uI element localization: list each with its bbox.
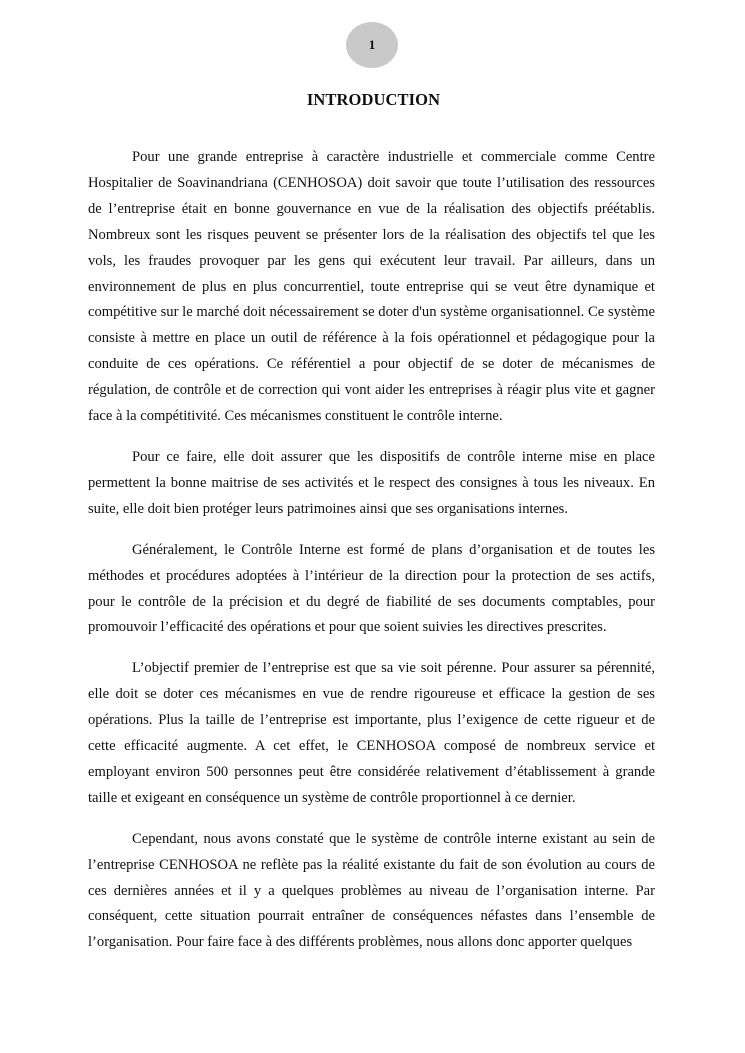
paragraph-3: Généralement, le Contrôle Interne est formé de plans d’organisation et de toutes les méthodes et procédures adoptées à l’intérieur de la direction pour la protection de ses actifs, pour le contrôle de la précision et du degré de fiabilité de ses documents comptables, pour promouvoir l’efficacité des opérations et pour que soient suivies les directives prescrites. bbox=[88, 541, 655, 636]
page-number-badge bbox=[346, 22, 398, 68]
page-number: 1 bbox=[368, 37, 376, 52]
paragraph-4: L’objectif premier de l’entreprise est que sa vie soit pérenne. Pour assurer sa pérennité, elle doit se doter ces mécanismes en vue de rendre rigoureuse et efficace la gestion de ses opérations. Plus la taille de l’entreprise est importante, plus l’exigence de cette rigueur et de cette efficacité augmente. A cet effet, le CENHOSOA composé de nombreux service et employant environ 500 personnes peut être considérée relativement d’établissement à grande taille et exigeant en conséquence un système de contrôle proportionnel à ce dernier. bbox=[88, 660, 655, 806]
paragraph-2: Pour ce faire, elle doit assurer que les dispositifs de contrôle interne mise en place permettent la bonne maitrise de ses activités et le respect des consignes à tous les niveaux. En suite, elle doit bien protéger leurs patrimoines ainsi que ses organisations internes. bbox=[88, 448, 655, 517]
paragraph-1: Pour une grande entreprise à caractère industrielle et commerciale comme Centre Hospitalier de Soavinandriana (CENHOSOA) doit savoir que toute l’utilisation des ressources de l’entreprise était en bonne gouvernance en vue de la réalisation des objectifs préétablis. Nombreux sont les risques peuvent se présenter lors de la réalisation des objectifs tel que les vols, les fraudes provoquer par les gens qui exécutent leur travail. Par ailleurs, dans un environnement de plus en plus concurrentiel, toute entreprise qui se veut être dynamique et compétitive sur le marché doit nécessairement se doter d'un système organisationnel. Ce système consiste à mettre en place un outil de référence à la fois opérationnel et pédagogique pour la conduite de ces opérations. Ce référentiel a pour objectif de se doter de mécanismes de régulation, de contrôle et de correction qui vont aider les entreprises à réagir plus vite et gagner face à la compétitivité. Ces mécanismes constituent le contrôle interne. bbox=[88, 149, 655, 425]
body-text bbox=[88, 145, 655, 971]
paragraph-5: Cependant, nous avons constaté que le système de contrôle interne existant au sein de l’entreprise CENHOSOA ne reflète pas la réalité existante du fait de son évolution au cours de ces dernières années et il y a quelques problèmes au niveau de l’organisation interne. Par conséquent, cette situation pourrait entraîner de conséquences néfastes dans l’ensemble de l’organisation. Pour faire face à des différents problèmes, nous allons donc apporter quelques bbox=[88, 830, 655, 951]
page-title: INTRODUCTION bbox=[306, 90, 441, 109]
